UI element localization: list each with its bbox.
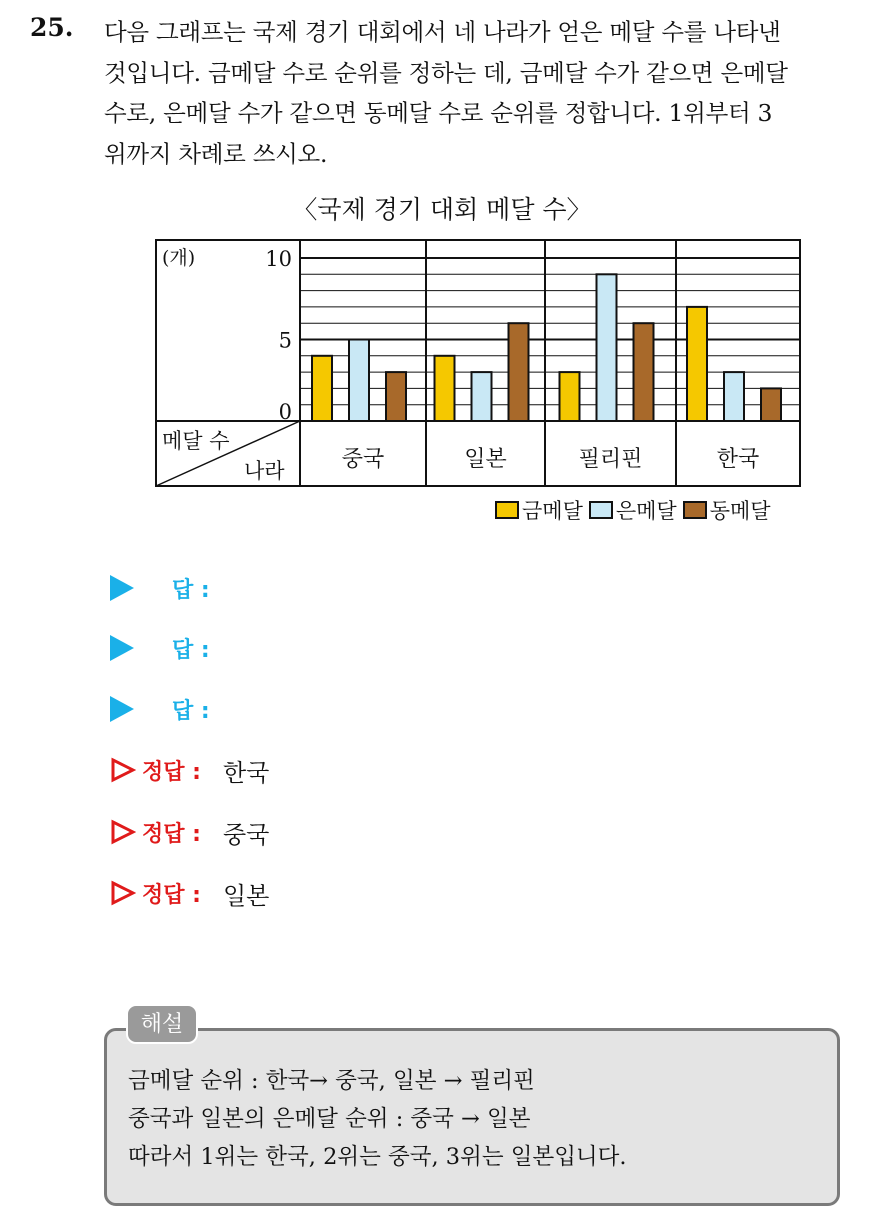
question-text [104,12,864,174]
legend-item-gold [495,495,583,525]
bar-gold [435,356,455,421]
correct-answer-value: 한국 [222,758,270,787]
chart-legend [495,495,777,525]
bar-bronze [634,323,654,421]
bar-gold [687,307,707,421]
explanation-text [128,1062,627,1176]
question-line: 것입니다. 금메달 수로 순위를 정하는 데, 금메달 수가 같으면 은메달 [104,58,788,87]
bar-bronze [761,388,781,421]
bar-silver [724,372,744,421]
bar-bronze [386,372,406,421]
y-tick-label: 0 [278,400,292,424]
legend-label-silver: 은메달 [615,499,677,523]
correct-answer-label: 정답 : [142,759,201,785]
outline-arrow-icon [110,757,136,783]
category-label: 일본 [464,447,507,472]
answer-label: 답 : [172,577,210,603]
question-number: 25. [30,13,74,42]
legend-swatch-silver [589,501,613,519]
correct-answer-row [110,873,269,913]
correct-answer-row [110,812,269,852]
outline-arrow-icon [110,819,136,845]
legend-item-silver [589,495,677,525]
y-tick-label: 10 [265,247,292,271]
legend-label-gold: 금메달 [522,499,583,523]
question-line: 수로, 은메달 수가 같으면 동메달 수로 순위를 정합니다. 1위부터 3 [104,99,773,127]
answer-row [110,689,210,729]
legend-label-bronze: 동메달 [709,499,771,523]
chart-title: 〈국제 경기 대회 메달 수〉 [292,195,592,224]
explanation-line: 금메달 순위 : 한국→ 중국, 일본 → 필리핀 [128,1068,535,1094]
header-bottom-label: 나라 [244,459,285,483]
category-label: 한국 [716,447,760,472]
answer-row [110,628,210,668]
category-label: 중국 [341,447,385,472]
category-label: 필리핀 [578,447,643,472]
play-arrow-icon [110,635,134,661]
bar-gold [560,372,580,421]
bar-silver [597,274,617,421]
medal-bar-chart [150,236,802,488]
legend-swatch-bronze [683,501,707,519]
question-line: 위까지 차례로 쓰시오. [104,139,328,168]
explanation-line: 중국과 일본의 은메달 순위 : 중국 → 일본 [128,1106,531,1132]
bar-silver [349,340,369,422]
correct-answer-row [110,750,269,790]
correct-answer-value: 중국 [222,820,270,849]
legend-swatch-gold [495,501,519,519]
answer-label: 답 : [172,698,210,724]
answer-row [110,568,210,608]
bar-gold [312,356,332,421]
correct-answer-label: 정답 : [142,821,201,847]
explanation-line: 따라서 1위는 한국, 2위는 중국, 3위는 일본입니다. [128,1144,627,1170]
correct-answer-value: 일본 [222,881,270,910]
legend-item-bronze [683,495,771,525]
y-tick-label: 5 [278,328,292,353]
header-top-label: 메달 수 [162,429,230,453]
play-arrow-icon [110,696,134,722]
play-arrow-icon [110,575,134,601]
y-unit-label: (개) [162,247,196,269]
question-line: 다음 그래프는 국제 경기 대회에서 네 나라가 얻은 메달 수를 나타낸 [104,18,781,46]
outline-arrow-icon [110,880,136,906]
bar-bronze [509,323,529,421]
explanation-tag: 해설 [126,1004,198,1044]
answer-label: 답 : [172,637,210,663]
correct-answer-label: 정답 : [142,882,201,908]
bar-silver [472,372,492,421]
